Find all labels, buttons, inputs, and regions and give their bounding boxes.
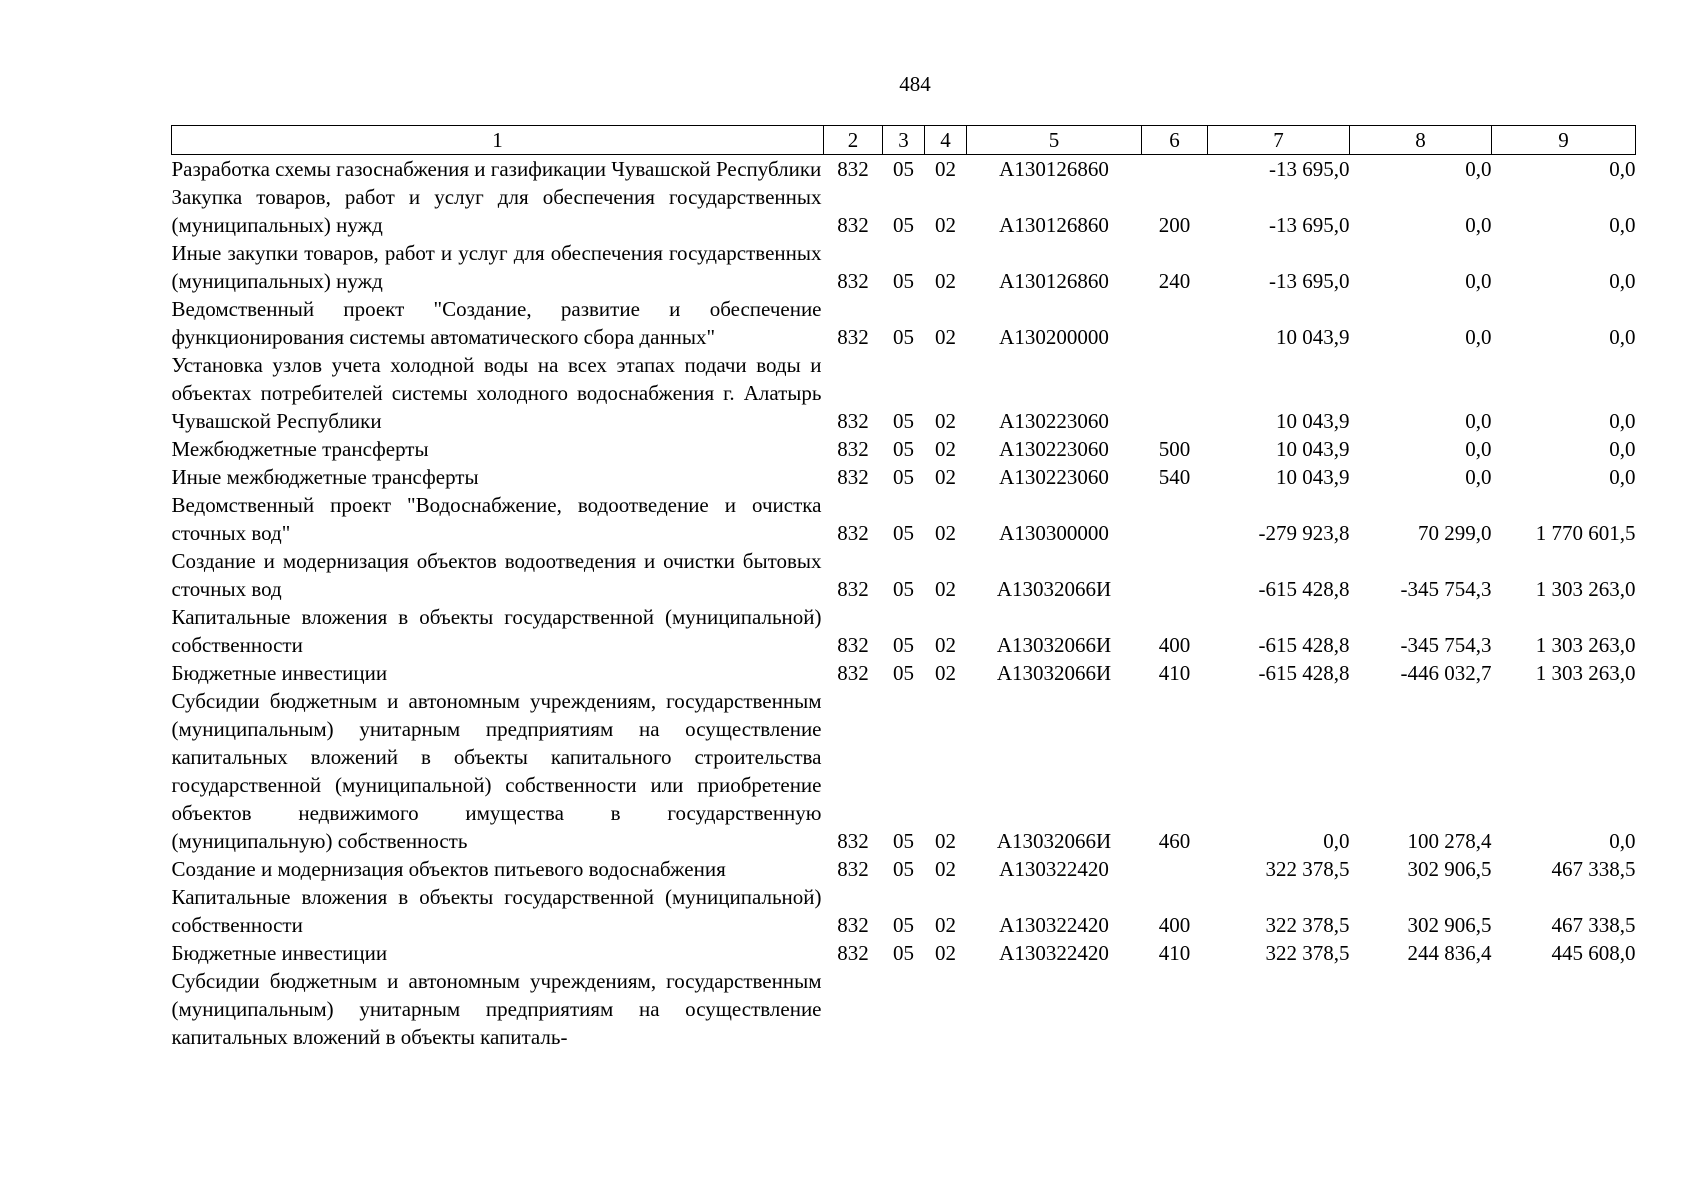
table-row [172, 463, 1636, 491]
cell-expense-type [1142, 967, 1208, 1051]
cell-expense-type [1142, 491, 1208, 547]
cell-target-article: А130322420 [999, 941, 1109, 965]
cell-ministry-code: 832 [837, 213, 869, 237]
cell-amount-col7: 322 378,5 [1265, 857, 1350, 881]
cell-target-article: А130126860 [999, 157, 1109, 181]
cell-amount-col9: 1 303 263,0 [1535, 577, 1636, 601]
cell-amount-col7 [1208, 967, 1350, 1051]
cell-ministry-code: 832 [837, 941, 869, 965]
cell-subsection: 02 [935, 437, 956, 461]
cell-ministry-code: 832 [837, 577, 869, 601]
cell-ministry-code: 832 [837, 661, 869, 685]
table-row [172, 687, 1636, 855]
cell-target-article: А13032066И [996, 829, 1112, 853]
cell-amount-col8: 0,0 [1465, 325, 1492, 349]
cell-amount-col9: 0,0 [1609, 465, 1636, 489]
cell-amount-col9: 0,0 [1609, 437, 1636, 461]
cell-section: 05 [893, 213, 914, 237]
cell-amount-col9: 0,0 [1609, 213, 1636, 237]
cell-target-article: А13032066И [996, 661, 1112, 685]
cell-expense-type: 500 [1158, 437, 1191, 461]
page-number: 484 [899, 72, 931, 96]
cell-amount-col9: 467 338,5 [1551, 913, 1636, 937]
cell-target-article: А130223060 [999, 465, 1109, 489]
cell-amount-col9: 0,0 [1609, 157, 1636, 181]
table-row [172, 183, 1636, 239]
table-row [172, 435, 1636, 463]
cell-expense-type: 460 [1158, 829, 1191, 853]
cell-expense-type [1142, 855, 1208, 883]
row-name: Капитальные вложения в объекты государственной (муниципальной) собственности [171, 605, 822, 657]
cell-subsection: 02 [935, 633, 956, 657]
header-col-9: 9 [1492, 126, 1636, 155]
cell-amount-col8: -446 032,7 [1400, 661, 1492, 685]
cell-amount-col8: 0,0 [1465, 437, 1492, 461]
cell-expense-type [1142, 155, 1208, 184]
row-name: Бюджетные инвестиции [171, 661, 388, 685]
cell-amount-col8: 0,0 [1465, 157, 1492, 181]
cell-amount-col7: -615 428,8 [1258, 633, 1350, 657]
table-row [172, 659, 1636, 687]
cell-expense-type: 240 [1158, 269, 1191, 293]
cell-subsection: 02 [935, 857, 956, 881]
table-row [172, 603, 1636, 659]
cell-amount-col8: 302 906,5 [1407, 857, 1492, 881]
table-row [172, 967, 1636, 1051]
cell-amount-col9: 1 303 263,0 [1535, 661, 1636, 685]
cell-amount-col7: -13 695,0 [1269, 157, 1350, 181]
cell-ministry-code: 832 [837, 325, 869, 349]
cell-expense-type [1142, 547, 1208, 603]
cell-subsection: 02 [935, 269, 956, 293]
cell-section: 05 [893, 269, 914, 293]
cell-subsection: 02 [935, 661, 956, 685]
table-row [172, 883, 1636, 939]
cell-section: 05 [893, 325, 914, 349]
row-name: Капитальные вложения в объекты государственной (муниципальной) собственности [171, 885, 822, 937]
cell-target-article: А130300000 [999, 521, 1109, 545]
cell-amount-col8: 100 278,4 [1407, 829, 1492, 853]
cell-section [883, 967, 925, 1051]
table-row [172, 547, 1636, 603]
header-col-8: 8 [1350, 126, 1492, 155]
cell-ministry-code: 832 [837, 437, 869, 461]
row-name: Закупка товаров, работ и услуг для обеспечения государственных (муниципальных) нужд [171, 185, 822, 237]
cell-amount-col8: 244 836,4 [1407, 941, 1492, 965]
row-name: Создание и модернизация объектов питьевого водоснабжения [171, 857, 726, 881]
cell-target-article: А130200000 [999, 325, 1109, 349]
header-col-2: 2 [824, 126, 883, 155]
cell-amount-col8: 0,0 [1465, 409, 1492, 433]
cell-section: 05 [893, 521, 914, 545]
table-row [172, 855, 1636, 883]
row-name: Ведомственный проект "Создание, развитие и обеспечение функционирования системы автоматического сбора данных" [171, 297, 822, 349]
cell-amount-col8 [1350, 967, 1492, 1051]
cell-amount-col9 [1492, 967, 1636, 1051]
cell-subsection: 02 [935, 325, 956, 349]
header-col-1: 1 [172, 126, 824, 155]
cell-amount-col9: 445 608,0 [1551, 941, 1636, 965]
cell-amount-col8: -345 754,3 [1400, 577, 1492, 601]
row-name: Иные межбюджетные трансферты [171, 465, 479, 489]
table-row [172, 155, 1636, 184]
table-row [172, 351, 1636, 435]
cell-subsection: 02 [935, 913, 956, 937]
table-body [172, 155, 1636, 1052]
cell-target-article: А130322420 [999, 857, 1109, 881]
cell-amount-col7: -13 695,0 [1269, 213, 1350, 237]
cell-amount-col9: 0,0 [1609, 325, 1636, 349]
cell-subsection: 02 [935, 577, 956, 601]
cell-expense-type [1142, 351, 1208, 435]
cell-target-article: А130223060 [999, 437, 1109, 461]
row-name: Субсидии бюджетным и автономным учреждениям, государственным (муниципальным) унитарным предприятиям на осуществление капитальных вложений в объекты капитального строительства государственной (муниципальной) собственности или приобретение объектов недвижимого имущества в государственную (муниципальную) собственность [171, 689, 822, 853]
header-row [172, 126, 1636, 155]
cell-amount-col7: 10 043,9 [1276, 409, 1350, 433]
table-row [172, 295, 1636, 351]
cell-section: 05 [893, 661, 914, 685]
cell-amount-col9: 1 303 263,0 [1535, 633, 1636, 657]
cell-section: 05 [893, 913, 914, 937]
budget-table [171, 125, 1636, 1051]
header-col-6: 6 [1142, 126, 1208, 155]
cell-target-article: А130322420 [999, 913, 1109, 937]
cell-subsection: 02 [935, 213, 956, 237]
table-row [172, 491, 1636, 547]
cell-amount-col8: 0,0 [1465, 213, 1492, 237]
cell-amount-col8: 70 299,0 [1418, 521, 1492, 545]
cell-subsection: 02 [935, 521, 956, 545]
row-name: Бюджетные инвестиции [171, 941, 388, 965]
cell-ministry-code: 832 [837, 857, 869, 881]
cell-amount-col8: -345 754,3 [1400, 633, 1492, 657]
cell-subsection: 02 [935, 157, 956, 181]
cell-subsection: 02 [935, 829, 956, 853]
cell-target-article: А130223060 [999, 409, 1109, 433]
cell-ministry-code: 832 [837, 157, 869, 181]
cell-amount-col8: 0,0 [1465, 465, 1492, 489]
cell-section: 05 [893, 577, 914, 601]
cell-ministry-code: 832 [837, 633, 869, 657]
cell-amount-col7: 0,0 [1323, 829, 1350, 853]
cell-subsection: 02 [935, 465, 956, 489]
cell-target-article: А130126860 [999, 213, 1109, 237]
row-name: Разработка схемы газоснабжения и газификации Чувашской Республики [171, 157, 822, 181]
cell-subsection: 02 [935, 409, 956, 433]
cell-section: 05 [893, 829, 914, 853]
cell-ministry-code: 832 [837, 521, 869, 545]
cell-expense-type: 540 [1158, 465, 1191, 489]
cell-amount-col7: -279 923,8 [1258, 521, 1350, 545]
header-col-5: 5 [967, 126, 1142, 155]
cell-expense-type: 200 [1158, 213, 1191, 237]
table-row [172, 239, 1636, 295]
row-name: Субсидии бюджетным и автономным учреждениям, государственным (муниципальным) унитарным предприятиям на осуществление капитальных вложений в объекты капиталь- [171, 969, 822, 1049]
cell-expense-type: 400 [1158, 913, 1191, 937]
cell-expense-type: 410 [1158, 661, 1191, 685]
cell-amount-col7: 322 378,5 [1265, 913, 1350, 937]
cell-section: 05 [893, 857, 914, 881]
cell-section: 05 [893, 437, 914, 461]
cell-target-article: А13032066И [996, 633, 1112, 657]
cell-section: 05 [893, 157, 914, 181]
cell-amount-col7: -615 428,8 [1258, 577, 1350, 601]
header-col-3: 3 [883, 126, 925, 155]
cell-ministry-code: 832 [837, 829, 869, 853]
cell-amount-col7: -615 428,8 [1258, 661, 1350, 685]
row-name: Иные закупки товаров, работ и услуг для обеспечения государственных (муниципальных) нужд [171, 241, 822, 293]
cell-amount-col9: 0,0 [1609, 829, 1636, 853]
row-name: Ведомственный проект "Водоснабжение, водоотведение и очистка сточных вод" [171, 493, 822, 545]
cell-amount-col7: 10 043,9 [1276, 465, 1350, 489]
cell-expense-type: 400 [1158, 633, 1191, 657]
table-header [172, 126, 1636, 155]
cell-target-article: А13032066И [996, 577, 1112, 601]
header-col-7: 7 [1208, 126, 1350, 155]
cell-subsection: 02 [935, 941, 956, 965]
row-name: Установка узлов учета холодной воды на всех этапах подачи воды и объектах потребителей системы холодного водоснабжения г. Алатырь Чувашской Республики [171, 353, 822, 433]
cell-ministry-code: 832 [837, 913, 869, 937]
cell-target-article: А130126860 [999, 269, 1109, 293]
cell-expense-type [1142, 295, 1208, 351]
cell-amount-col7: -13 695,0 [1269, 269, 1350, 293]
cell-amount-col9: 1 770 601,5 [1535, 521, 1636, 545]
cell-target-article [967, 967, 1142, 1051]
cell-section: 05 [893, 941, 914, 965]
header-col-4: 4 [925, 126, 967, 155]
cell-ministry-code [824, 967, 883, 1051]
table-row [172, 939, 1636, 967]
cell-section: 05 [893, 409, 914, 433]
cell-ministry-code: 832 [837, 409, 869, 433]
cell-section: 05 [893, 633, 914, 657]
cell-amount-col8: 302 906,5 [1407, 913, 1492, 937]
row-name: Создание и модернизация объектов водоотведения и очистки бытовых сточных вод [171, 549, 822, 601]
cell-ministry-code: 832 [837, 465, 869, 489]
cell-amount-col7: 10 043,9 [1276, 325, 1350, 349]
cell-ministry-code: 832 [837, 269, 869, 293]
cell-amount-col8: 0,0 [1465, 269, 1492, 293]
cell-expense-type: 410 [1158, 941, 1191, 965]
cell-amount-col9: 467 338,5 [1551, 857, 1636, 881]
cell-subsection [925, 967, 967, 1051]
cell-section: 05 [893, 465, 914, 489]
cell-amount-col7: 10 043,9 [1276, 437, 1350, 461]
cell-amount-col9: 0,0 [1609, 409, 1636, 433]
cell-amount-col9: 0,0 [1609, 269, 1636, 293]
cell-amount-col7: 322 378,5 [1265, 941, 1350, 965]
row-name: Межбюджетные трансферты [171, 437, 429, 461]
